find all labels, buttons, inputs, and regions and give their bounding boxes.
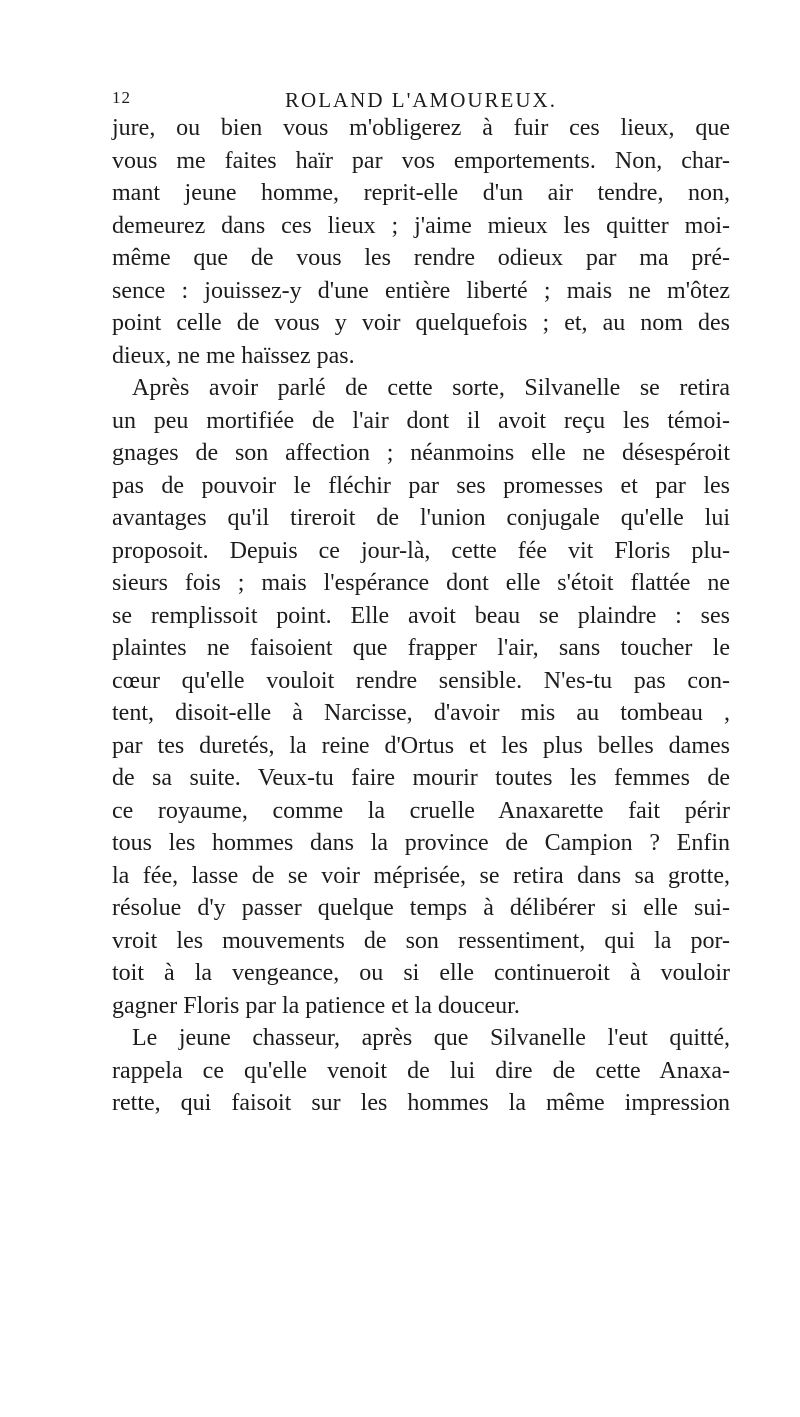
- text-line: un peu mortifiée de l'air dont il avoit reçu les témoi-: [112, 407, 730, 434]
- text-line: gagner Floris par la patience et la douceur.: [112, 992, 520, 1019]
- text-line: résolue d'y passer quelque temps à délibérer si elle sui-: [112, 895, 730, 921]
- text-line: sieurs fois ; mais l'espérance dont elle s'étoit flattée ne: [112, 570, 730, 596]
- text-line: la fée, lasse de se voir méprisée, se retira dans sa grotte,: [112, 862, 730, 889]
- text-line: demeurez dans ces lieux ; j'aime mieux les quitter moi-: [112, 212, 730, 239]
- text-line: avantages qu'il tireroit de l'union conjugale qu'elle lui: [112, 505, 730, 531]
- body-text: [112, 112, 730, 1120]
- text-line: rappela ce qu'elle venoit de lui dire de cette Anaxa-: [112, 1057, 730, 1084]
- text-line: point celle de vous y voir quelquefois ; et, au nom des: [112, 310, 730, 336]
- text-line: tent, disoit-elle à Narcisse, d'avoir mis au tombeau ,: [112, 700, 730, 726]
- text-line: sence : jouissez-y d'une entière liberté ; mais ne m'ôtez: [112, 277, 730, 304]
- text-line: par tes duretés, la reine d'Ortus et les plus belles dames: [112, 732, 730, 759]
- text-line: rette, qui faisoit sur les hommes la même impression: [112, 1090, 730, 1116]
- text-line: tous les hommes dans la province de Campion ? Enfin: [112, 830, 730, 856]
- text-line: proposoit. Depuis ce jour-là, cette fée vit Floris plu-: [112, 537, 730, 564]
- text-line: ce royaume, comme la cruelle Anaxarette fait périr: [112, 797, 730, 824]
- text-line: toit à la vengeance, ou si elle continueroit à vouloir: [112, 960, 730, 986]
- text-line: de sa suite. Veux-tu faire mourir toutes les femmes de: [112, 765, 730, 791]
- text-line: Après avoir parlé de cette sorte, Silvanelle se retira: [132, 375, 730, 401]
- running-title: ROLAND L'AMOUREUX.: [285, 88, 557, 112]
- text-line: cœur qu'elle vouloit rendre sensible. N'es-tu pas con-: [112, 667, 730, 694]
- text-line: vous me faites haïr par vos emportements. Non, char-: [112, 147, 730, 174]
- text-line: plaintes ne faisoient que frapper l'air, sans toucher le: [112, 635, 730, 661]
- text-line: se remplissoit point. Elle avoit beau se plaindre : ses: [112, 602, 730, 629]
- text-line: jure, ou bien vous m'obligerez à fuir ces lieux, que: [112, 115, 730, 141]
- text-line: dieux, ne me haïssez pas.: [112, 342, 355, 369]
- text-line: gnages de son affection ; néanmoins elle ne désespéroit: [112, 440, 730, 466]
- text-line: Le jeune chasseur, après que Silvanelle l'eut quitté,: [132, 1025, 730, 1051]
- text-line: mant jeune homme, reprit-elle d'un air tendre, non,: [112, 180, 730, 206]
- text-line: même que de vous les rendre odieux par ma pré-: [112, 245, 730, 271]
- text-line: vroit les mouvements de son ressentiment, qui la por-: [112, 927, 730, 954]
- page-number: 12: [112, 88, 131, 107]
- text-line: pas de pouvoir le fléchir par ses promesses et par les: [112, 472, 730, 499]
